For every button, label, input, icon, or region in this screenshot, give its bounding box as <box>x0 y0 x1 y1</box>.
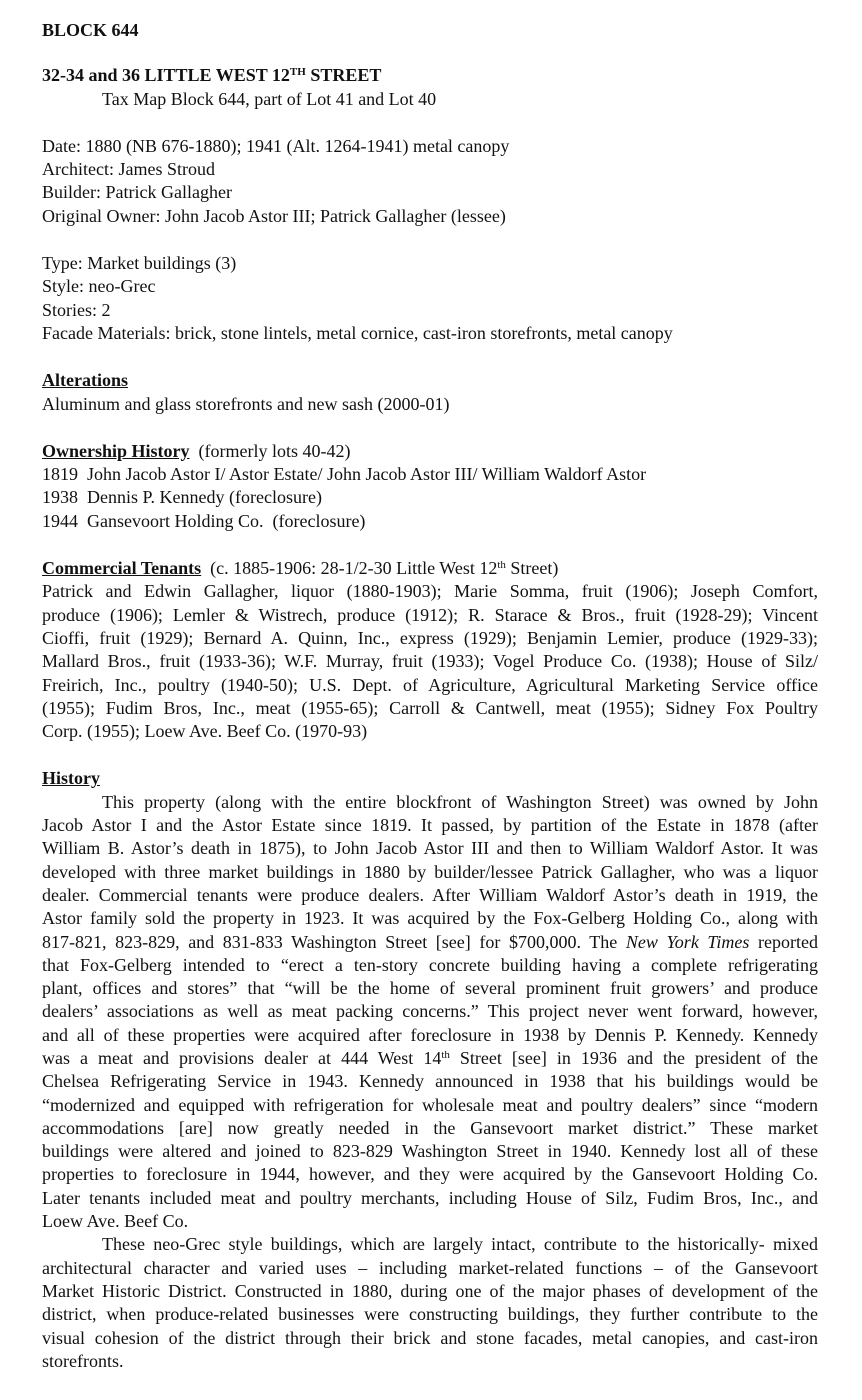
history-line: dealer. Commercial tenants were produce dealers. After William Waldorf Astor’s death in 1919, the <box>42 884 818 905</box>
history-line: that Fox-Gelberg intended to “erect a ten-story concrete building having a complete refrigerating <box>42 954 818 975</box>
fact-builder: Builder: Patrick Gallagher <box>42 182 232 203</box>
history-line: developed with three market buildings in 1880 by builder/lessee Patrick Gallagher, who was a liquor <box>42 861 818 882</box>
history-line: properties to foreclosure in 1944, however, and they were acquired by the Gansevoort Holding Co. <box>42 1164 818 1185</box>
address-suffix: STREET <box>305 65 382 86</box>
history-line-with-sup <box>42 1047 818 1070</box>
history-line: These neo-Grec style buildings, which are largely intact, contribute to the historically- mixed <box>102 1234 818 1255</box>
tenants-line: produce (1906); Lemler & Wistrech, produce (1912); R. Starace & Bros., fruit (1928-29); Vincent <box>42 604 818 625</box>
tenants-heading: Commercial Tenants <box>42 558 202 579</box>
alterations-text: Aluminum and glass storefronts and new sash (2000-01) <box>42 393 450 414</box>
type-group <box>42 252 818 345</box>
history-paragraph-2 <box>42 1233 818 1373</box>
history-line: Loew Ave. Beef Co. <box>42 1211 189 1232</box>
history-line-text: Street [see] in 1936 and the president of the <box>449 1047 818 1068</box>
tenants-section <box>42 557 818 743</box>
history-line: “modernized and equipped with refrigeration for wholesale meat and poultry dealers” since “modern <box>42 1094 818 1115</box>
type-line: Type: Market buildings (3) <box>42 253 237 274</box>
address-prefix: 32-34 and 36 LITTLE WEST 12 <box>42 65 290 86</box>
history-line-with-italic <box>42 931 818 954</box>
ownership-entry: 1819 John Jacob Astor I/ Astor Estate/ John Jacob Astor III/ William Waldorf Astor <box>42 464 647 485</box>
history-line-text: 817-821, 823-829, and 831-833 Washington Street [see] for $700,000. The <box>42 931 626 952</box>
document-page <box>42 19 818 1373</box>
style-line: Style: neo-Grec <box>42 276 156 297</box>
history-line: visual cohesion of the district through their brick and stone facades, metal canopies, and cast-iron <box>42 1327 818 1348</box>
history-line: plant, offices and stores” that “will be the home of several prominent fruit growers’ and produce <box>42 978 818 999</box>
history-line: district, when produce-related businesses were constructing buildings, they further contribute to the <box>42 1304 818 1325</box>
history-line: storefronts. <box>42 1350 124 1371</box>
history-line: Chelsea Refrigerating Service in 1943. Kennedy announced in 1938 that his buildings would be <box>42 1071 818 1092</box>
history-section <box>42 767 818 1373</box>
tenants-note <box>210 558 558 578</box>
history-line: and all of these properties were acquired after foreclosure in 1938 by Dennis P. Kennedy. Kennedy <box>42 1024 818 1045</box>
tenants-note-sup: th <box>497 559 506 572</box>
history-line-text: was a meat and provisions dealer at 444 West 14 <box>42 1047 442 1068</box>
ownership-note: (formerly lots 40-42) <box>198 440 351 461</box>
fact-original-owner: Original Owner: John Jacob Astor III; Patrick Gallagher (lessee) <box>42 205 506 226</box>
history-line: dealers’ associations as well as meat packing concerns.” This project never went forward, however, <box>42 1001 818 1022</box>
history-heading: History <box>42 768 100 789</box>
tenants-line: Cioffi, fruit (1929); Bernard A. Quinn, Inc., express (1929); Benjamin Lemier, produce (1929-33); <box>42 627 818 648</box>
block-title: BLOCK 644 <box>42 20 139 40</box>
history-line: buildings were altered and joined to 823-829 Washington Street in 1940. Kennedy lost all of these <box>42 1141 818 1162</box>
history-line: Astor family sold the property in 1923. It was acquired by the Fox-Gelberg Holding Co., along with <box>42 908 818 929</box>
history-line-text: reported <box>749 931 818 952</box>
address-sup: TH <box>289 66 306 79</box>
ownership-heading: Ownership History <box>42 440 190 461</box>
fact-architect: Architect: James Stroud <box>42 159 215 180</box>
tenants-line: (1955); Fudim Bros, Inc., meat (1955-65); Carroll & Cantwell, meat (1955); Sidney Fox Poultry <box>42 697 818 718</box>
ownership-section <box>42 440 818 533</box>
alterations-section <box>42 369 818 416</box>
history-line: accommodations [are] now greatly needed in the Gansevoort market district.” These market <box>42 1117 818 1138</box>
ownership-entry: 1938 Dennis P. Kennedy (foreclosure) <box>42 487 322 508</box>
stories-line: Stories: 2 <box>42 299 111 320</box>
tenants-heading-row <box>42 557 818 580</box>
ownership-heading-row <box>42 440 818 463</box>
tenants-line: Corp. (1955); Loew Ave. Beef Co. (1970-93) <box>42 721 368 742</box>
ordinal-sup: th <box>441 1048 450 1061</box>
facts-group <box>42 135 818 228</box>
history-line: This property (along with the entire blockfront of Washington Street) was owned by John <box>102 791 818 812</box>
history-line: Jacob Astor I and the Astor Estate since 1819. It passed, by partition of the Estate in 1878 (after <box>42 815 818 836</box>
history-line: William B. Astor’s death in 1875), to John Jacob Astor III and then to William Waldorf Astor. It was <box>42 838 818 859</box>
ownership-entry: 1944 Gansevoort Holding Co. (foreclosure) <box>42 510 366 531</box>
address-heading <box>42 64 818 87</box>
tenants-note-prefix: (c. 1885-1906: 28-1/2-30 Little West 12 <box>210 558 498 579</box>
tenants-line: Freirich, Inc., poultry (1940-50); U.S. Dept. of Agriculture, Agricultural Marketing Service office <box>42 674 818 695</box>
alterations-heading: Alterations <box>42 370 128 391</box>
facade-materials-line: Facade Materials: brick, stone lintels, metal cornice, cast-iron storefronts, metal canopy <box>42 322 673 343</box>
tenants-line: Mallard Bros., fruit (1933-36); W.F. Murray, fruit (1933); Vogel Produce Co. (1938); House of Silz/ <box>42 651 818 672</box>
tax-map-line: Tax Map Block 644, part of Lot 41 and Lot 40 <box>102 88 437 109</box>
tenants-line: Patrick and Edwin Gallagher, liquor (1880-1903); Marie Somma, fruit (1906); Joseph Comfort, <box>42 581 818 602</box>
fact-date: Date: 1880 (NB 676-1880); 1941 (Alt. 1264-1941) metal canopy <box>42 135 510 156</box>
history-line: architectural character and varied uses – including market-related functions – of the Gansevoort <box>42 1257 818 1278</box>
history-line: Later tenants included meat and poultry merchants, including House of Silz, Fudim Bros, Inc., and <box>42 1187 818 1208</box>
tenants-note-suffix: Street) <box>505 558 559 579</box>
history-paragraph-1 <box>42 791 818 1234</box>
history-line: Market Historic District. Constructed in 1880, during one of the major phases of development of the <box>42 1280 818 1301</box>
newspaper-title: New York Times <box>625 931 750 952</box>
